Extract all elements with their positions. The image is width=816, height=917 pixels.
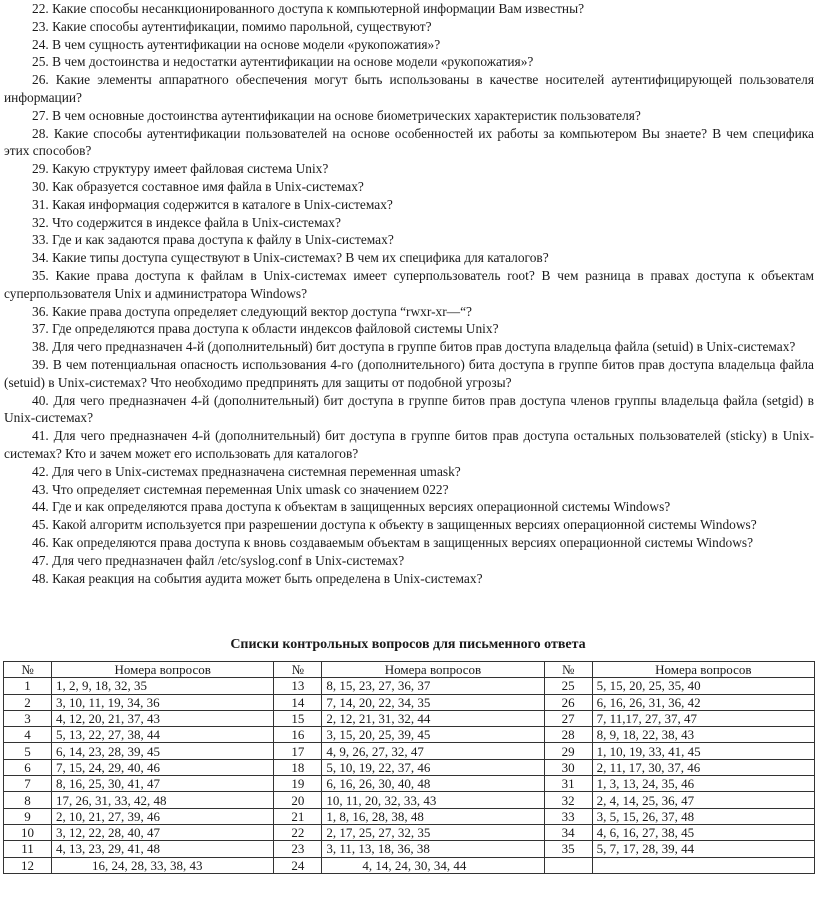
variant-number-cell: 1 [4, 678, 52, 694]
variant-number-cell: 26 [544, 694, 592, 710]
variant-number-cell: 34 [544, 824, 592, 840]
question-item: 39. В чем потенциальная опасность использования 4-го (дополнительного) бита доступа в группе битов прав доступа владельца файла (setuid) в Unix-системах? Что необходимо предпринять для защиты от подобной угрозы? [4, 356, 814, 390]
question-item: 35. Какие права доступа к файлам в Unix-системах имеет суперпользователь root? В чем разница в правах доступа к объектам суперпользователя Unix и администратора Windows? [4, 267, 814, 301]
variant-number-cell: 20 [274, 792, 322, 808]
variant-number-cell: 4 [4, 727, 52, 743]
question-numbers-cell: 6, 16, 26, 30, 40, 48 [322, 776, 544, 792]
variant-number-cell: 6 [4, 759, 52, 775]
variant-number-cell: 27 [544, 710, 592, 726]
question-item: 37. Где определяются права доступа к области индексов файловой системы Unix? [32, 321, 499, 337]
variant-number-cell: 21 [274, 808, 322, 824]
variant-number-cell: 11 [4, 841, 52, 857]
table-row [4, 710, 815, 726]
variant-number-cell: 5 [4, 743, 52, 759]
table-row [4, 727, 815, 743]
table-row [4, 841, 815, 857]
question-numbers-cell: 16, 24, 28, 33, 38, 43 [52, 857, 274, 873]
question-item: 42. Для чего в Unix-системах предназначена системная переменная umask? [32, 463, 461, 479]
table-header-row [4, 662, 815, 678]
question-item: 44. Где и как определяются права доступа к объектам в защищенных версиях операционной системы Windows? [32, 499, 671, 515]
question-numbers-cell: 1, 3, 13, 24, 35, 46 [592, 776, 814, 792]
question-item: 23. Какие способы аутентификации, помимо парольной, существуют? [32, 18, 432, 34]
question-numbers-cell: 3, 10, 11, 19, 34, 36 [52, 694, 274, 710]
variant-number-cell: 7 [4, 776, 52, 792]
question-numbers-cell: 7, 11,17, 27, 37, 47 [592, 710, 814, 726]
question-numbers-cell: 3, 12, 22, 28, 40, 47 [52, 824, 274, 840]
variant-number-cell [544, 857, 592, 873]
variant-number-cell: 8 [4, 792, 52, 808]
variant-number-cell: 13 [274, 678, 322, 694]
question-numbers-cell: 4, 6, 16, 27, 38, 45 [592, 824, 814, 840]
table-row [4, 776, 815, 792]
question-numbers-cell: 3, 11, 13, 18, 36, 38 [322, 841, 544, 857]
question-numbers-cell: 2, 10, 21, 27, 39, 46 [52, 808, 274, 824]
question-list [4, 0, 814, 587]
variant-number-cell: 29 [544, 743, 592, 759]
question-numbers-cell: 6, 14, 23, 28, 39, 45 [52, 743, 274, 759]
variant-number-cell: 24 [274, 857, 322, 873]
table-row [4, 792, 815, 808]
question-item: 41. Для чего предназначен 4-й (дополнительный) бит доступа в группе битов прав доступа остальных пользователей (sticky) в Unix-системах? Кто и зачем может его использовать для каталогов? [4, 428, 814, 461]
question-numbers-cell: 2, 12, 21, 31, 32, 44 [322, 710, 544, 726]
question-item: 28. Какие способы аутентификации пользователей на основе особенностей их работы за компьютером Вы знаете? В чем специфика этих способов? [4, 125, 814, 159]
question-item: 24. В чем сущность аутентификации на основе модели «рукопожатия»? [32, 36, 441, 52]
question-numbers-cell: 2, 17, 25, 27, 32, 35 [322, 824, 544, 840]
table-row [4, 743, 815, 759]
header-number: № [4, 662, 52, 678]
question-item: 32. Что содержится в индексе файла в Unix-системах? [32, 214, 341, 230]
question-lists-table [3, 661, 815, 874]
question-item: 25. В чем достоинства и недостатки аутентификации на основе модели «рукопожатия»? [32, 54, 534, 70]
table-row [4, 694, 815, 710]
question-numbers-cell: 5, 15, 20, 25, 35, 40 [592, 678, 814, 694]
question-numbers-cell [592, 857, 814, 873]
question-numbers-cell: 4, 14, 24, 30, 34, 44 [322, 857, 544, 873]
question-item: 31. Какая информация содержится в каталоге в Unix-системах? [32, 196, 393, 212]
question-item: 33. Где и как задаются права доступа к файлу в Unix-системах? [32, 232, 394, 248]
question-numbers-cell: 6, 16, 26, 31, 36, 42 [592, 694, 814, 710]
question-item: 45. Какой алгоритм используется при разрешении доступа к объекту в защищенных версиях операционной системы Windows? [32, 517, 757, 533]
question-numbers-cell: 7, 15, 24, 29, 40, 46 [52, 759, 274, 775]
variant-number-cell: 15 [274, 710, 322, 726]
variant-number-cell: 17 [274, 743, 322, 759]
question-numbers-cell: 7, 14, 20, 22, 34, 35 [322, 694, 544, 710]
variant-number-cell: 31 [544, 776, 592, 792]
question-numbers-cell: 5, 13, 22, 27, 38, 44 [52, 727, 274, 743]
variant-number-cell: 33 [544, 808, 592, 824]
question-numbers-cell: 1, 10, 19, 33, 41, 45 [592, 743, 814, 759]
variant-number-cell: 3 [4, 710, 52, 726]
question-numbers-cell: 17, 26, 31, 33, 42, 48 [52, 792, 274, 808]
variant-number-cell: 9 [4, 808, 52, 824]
question-numbers-cell: 3, 5, 15, 26, 37, 48 [592, 808, 814, 824]
table-row [4, 857, 815, 873]
question-numbers-cell: 8, 9, 18, 22, 38, 43 [592, 727, 814, 743]
table-row [4, 808, 815, 824]
question-numbers-cell: 8, 16, 25, 30, 41, 47 [52, 776, 274, 792]
question-numbers-cell: 4, 9, 26, 27, 32, 47 [322, 743, 544, 759]
header-question-numbers: Номера вопросов [592, 662, 814, 678]
table-title: Списки контрольных вопросов для письменного ответа [230, 637, 586, 652]
question-numbers-cell: 1, 8, 16, 28, 38, 48 [322, 808, 544, 824]
question-numbers-cell: 3, 15, 20, 25, 39, 45 [322, 727, 544, 743]
variant-number-cell: 14 [274, 694, 322, 710]
table-row [4, 759, 815, 775]
question-numbers-cell: 2, 4, 14, 25, 36, 47 [592, 792, 814, 808]
header-question-numbers: Номера вопросов [52, 662, 274, 678]
variant-number-cell: 28 [544, 727, 592, 743]
variant-number-cell: 12 [4, 857, 52, 873]
question-item: 29. Какую структуру имеет файловая система Unix? [32, 161, 329, 177]
header-number: № [274, 662, 322, 678]
header-question-numbers: Номера вопросов [322, 662, 544, 678]
question-item: 27. В чем основные достоинства аутентификации на основе биометрических характеристик пользователя? [32, 107, 641, 123]
question-item: 46. Как определяются права доступа к вновь создаваемым объектам в защищенных версиях операционной системы Windows? [32, 534, 754, 550]
variant-number-cell: 22 [274, 824, 322, 840]
variant-number-cell: 35 [544, 841, 592, 857]
question-numbers-cell: 5, 10, 19, 22, 37, 46 [322, 759, 544, 775]
question-numbers-cell: 8, 15, 23, 27, 36, 37 [322, 678, 544, 694]
question-item: 30. Как образуется составное имя файла в Unix-системах? [32, 178, 364, 194]
table-row [4, 678, 815, 694]
question-numbers-cell: 2, 11, 17, 30, 37, 46 [592, 759, 814, 775]
question-item: 36. Какие права доступа определяет следующий вектор доступа “rwxr-xr—“? [32, 303, 472, 319]
variant-number-cell: 23 [274, 841, 322, 857]
question-numbers-cell: 5, 7, 17, 28, 39, 44 [592, 841, 814, 857]
question-item: 43. Что определяет системная переменная Unix umask со значением 022? [32, 481, 449, 497]
variant-number-cell: 30 [544, 759, 592, 775]
question-item: 48. Какая реакция на события аудита может быть определена в Unix-системах? [32, 570, 483, 586]
variant-number-cell: 18 [274, 759, 322, 775]
question-numbers-cell: 1, 2, 9, 18, 32, 35 [52, 678, 274, 694]
question-numbers-cell: 4, 12, 20, 21, 37, 43 [52, 710, 274, 726]
variant-number-cell: 25 [544, 678, 592, 694]
question-item: 22. Какие способы несанкционированного доступа к компьютерной информации Вам известны? [32, 1, 585, 16]
question-numbers-cell: 10, 11, 20, 32, 33, 43 [322, 792, 544, 808]
variant-number-cell: 10 [4, 824, 52, 840]
variant-number-cell: 32 [544, 792, 592, 808]
header-number: № [544, 662, 592, 678]
question-item: 47. Для чего предназначен файл /etc/syslog.conf в Unix-системах? [32, 552, 405, 568]
table-row [4, 824, 815, 840]
variant-number-cell: 16 [274, 727, 322, 743]
question-item: 38. Для чего предназначен 4-й (дополнительный) бит доступа в группе битов прав доступа владельца файла (setuid) в Unix-системах? [32, 339, 796, 355]
question-item: 26. Какие элементы аппаратного обеспечения могут быть использованы в качестве носителей аутентифицирующей пользователя информации? [4, 72, 814, 105]
variant-number-cell: 19 [274, 776, 322, 792]
question-item: 40. Для чего предназначен 4-й (дополнительный) бит доступа в группе битов прав доступа членов группы владельца файла (setgid) в Unix-системах? [4, 392, 814, 426]
question-item: 34. Какие типы доступа существуют в Unix-системах? В чем их специфика для каталогов? [32, 250, 549, 266]
variant-number-cell: 2 [4, 694, 52, 710]
question-numbers-cell: 4, 13, 23, 29, 41, 48 [52, 841, 274, 857]
